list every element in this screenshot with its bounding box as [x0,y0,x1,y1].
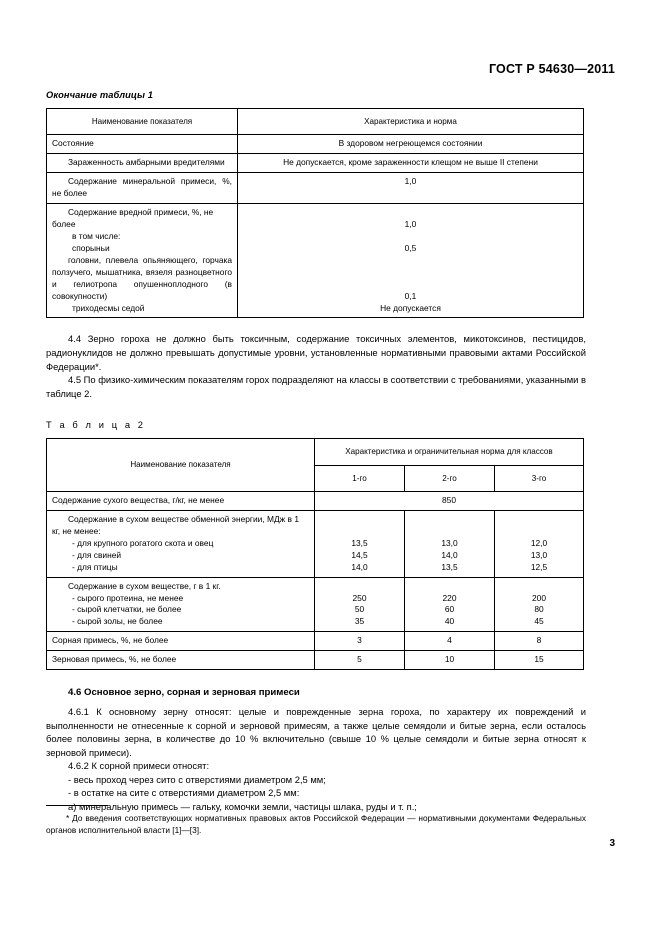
table-header-row [47,439,584,465]
table2-r1-class1 [315,511,405,578]
table2-r1-c1-1: 14,5 [351,549,368,560]
table1-col-norm: Характеристика и норма [238,109,584,135]
clause-4-6-2-item-a: а) минеральную примесь — гальку, комочки земли, частицы шлака, руды и т. п.; [68,800,417,812]
spacer [320,526,399,538]
table2-r1-c2-0: 13,0 [441,537,458,548]
table2-r4-class1: 5 [315,651,405,670]
table2-r1-c1-0: 13,5 [351,537,368,548]
table2-r1-c3-2: 12,5 [530,561,548,572]
table1-r3-value2: 0,1 [404,290,417,301]
table2-r3-class3: 8 [495,632,584,651]
table2-caption: Т а б л и ц а 2 [46,420,146,431]
table2-r2-c3-0: 200 [532,592,546,603]
table-row [47,577,584,632]
table2-r1-line1: - для крупного рогатого скота и овец [72,537,214,548]
table2-r2-class1 [315,577,405,632]
table1-r3-line0: Содержание вредной примеси, %, не более [52,207,214,230]
heading-4-6: 4.6 Основное зерно, сорная и зерновая примеси [68,687,300,699]
spacer [410,514,489,526]
table2-r1-c1-2: 14,0 [351,561,368,572]
table2-r1-class3 [495,511,584,578]
table-row [47,204,584,318]
table2-r4-class3: 15 [495,651,584,670]
table2-r1-indicator [47,511,315,578]
table1-r3-spacer-b [243,231,578,243]
spacer [410,526,489,538]
page-number: 3 [609,838,615,849]
table1-r3-value0: 1,0 [404,219,417,230]
footnote-area [46,805,586,836]
table1-r1-indicator: Зараженность амбарными вредителями [47,154,238,173]
table1-r3-line4: триходесмы седой [72,302,145,313]
table2-r3-class1: 3 [315,632,405,651]
spacer [320,514,399,526]
table2-r2-c1-2: 35 [354,616,365,627]
table1-caption: Окончание таблицы 1 [46,90,154,100]
clause-4-6-2-dash-2: - в остатке на сите с отверстиями диаметром 2,5 мм: [68,787,300,799]
table1-r0-value: В здоровом негреющемся состоянии [238,135,584,154]
table2-r2-c2-0: 220 [442,592,457,603]
table1-r3-spacer-d [243,267,578,279]
table2-r2-class2 [405,577,495,632]
table1-r3-values [238,204,584,318]
table2-r4-indicator: Зерновая примесь, %, не более [47,651,315,670]
clause-4-6-2: 4.6.2 К сорной примеси относят: [68,760,210,772]
clause-4-4: 4.4 Зерно гороха не должно быть токсичным, содержание токсичных элементов, микотоксинов, пестицидов, радионуклидов не должно превышать допустимые уровни, установленные нормативными правовыми актами Российской Федерации*. [46,333,586,372]
table-1 [46,108,584,318]
clause-4-6-1: 4.6.1 К основному зерну относят: целые и поврежденные зерна гороха, по характеру их повреждений и выполненности не отнесенные к сорной и зерновой примесям, а также целые семядоли и битые зерна, если осталось более половины зерна, в количестве до 10 % включительно (свыше 10 % целые семядоли и битые зерна относят к зерновой примеси). [46,706,586,758]
table2-r1-line0: Содержание в сухом веществе обменной энергии, МДж в 1 кг, не менее: [52,514,299,536]
table1-r1-value: Не допускается, кроме зараженности клещом не выше II степени [238,154,584,173]
table-row [47,154,584,173]
table1-r3-line1: в том числе: [72,231,121,242]
table1-r0-indicator: Состояние [47,135,238,154]
table2-r2-c2-1: 60 [444,604,455,615]
footnote-text: * До введения соответствующих нормативных правовых актов Российской Федерации — нормативными документами Федеральных органов исполнительной власти [1]—[3]. [46,813,586,836]
table2-r1-c3-1: 13,0 [530,549,548,560]
table2-r1-c3-0: 12,0 [530,537,548,548]
spacer [410,581,489,593]
table-row [47,135,584,154]
table1-r3-spacer-a [243,207,578,219]
table2-col-class-1: 1-го [315,465,405,491]
table2-r1-c2-1: 14,0 [441,549,458,560]
table2-r2-c2-2: 40 [444,616,455,627]
table2-r1-c2-2: 13,5 [441,561,458,572]
table2-r2-line3: - сырой золы, не более [72,616,163,627]
table1-r3-line3: головни, плевела опьяняющего, горчака ползучего, мышатника, вязеля разноцветного и гелиотропа опушенноплодного (в совокупности) [52,254,232,301]
table2-r3-indicator: Сорная примесь, %, не более [47,632,315,651]
table2-r1-line3: - для птицы [72,561,118,572]
table2-r2-line1: - сырого протеина, не менее [72,592,184,603]
table1-r2-value: 1,0 [238,173,584,204]
table2-r2-c3-2: 45 [534,616,544,627]
table-header-row [47,109,584,135]
table1-r3-spacer-c [243,255,578,267]
table-row [47,511,584,578]
table-row [47,632,584,651]
footnote-separator [46,805,108,806]
table2-r1-class2 [405,511,495,578]
table1-col-indicator: Наименование показателя [47,109,238,135]
table2-r2-c3-1: 80 [534,604,544,615]
table2-col-class-3: 3-го [495,465,584,491]
table-row [47,173,584,204]
table2-r2-c1-1: 50 [354,604,365,615]
table1-r3-indicator [47,204,238,318]
table2-r2-c1-0: 250 [352,592,367,603]
table2-r3-class2: 4 [405,632,495,651]
table2-col-group: Характеристика и ограничительная норма для классов [315,439,584,465]
table1-r3-line2: спорыньи [72,242,110,253]
standard-designation: ГОСТ Р 54630—2011 [488,62,615,76]
table2-r2-indicator [47,577,315,632]
clause-4-6-2-dash-1: - весь проход через сито с отверстиями диаметром 2,5 мм; [68,773,326,785]
table1-r3-value3: Не допускается [380,302,441,313]
table1-r3-value1: 0,5 [404,242,417,253]
table-2 [46,438,584,670]
table-row [47,651,584,670]
table1-r2-indicator: Содержание минеральной примеси, %, не более [47,173,238,204]
page-content [46,90,586,813]
table2-r0-indicator: Содержание сухого вещества, г/кг, не менее [47,492,315,511]
table2-r2-line2: - сырой клетчатки, не более [72,604,182,615]
spacer [500,514,578,526]
table-row [47,492,584,511]
table2-r2-line0: Содержание в сухом веществе, г в 1 кг. [68,580,221,591]
spacer [320,581,399,593]
table2-r1-line2: - для свиней [72,549,122,560]
table2-col-class-2: 2-го [405,465,495,491]
table2-col-indicator: Наименование показателя [47,439,315,492]
table2-r0-merged-value: 850 [315,492,584,511]
clause-4-5: 4.5 По физико-химическим показателям горох подразделяют на классы в соответствии с требованиями, указанными в таблице 2. [46,374,586,399]
table2-r4-class2: 10 [405,651,495,670]
spacer [500,526,578,538]
table1-r3-spacer-e [243,279,578,291]
spacer [500,581,578,593]
table2-r2-class3 [495,577,584,632]
